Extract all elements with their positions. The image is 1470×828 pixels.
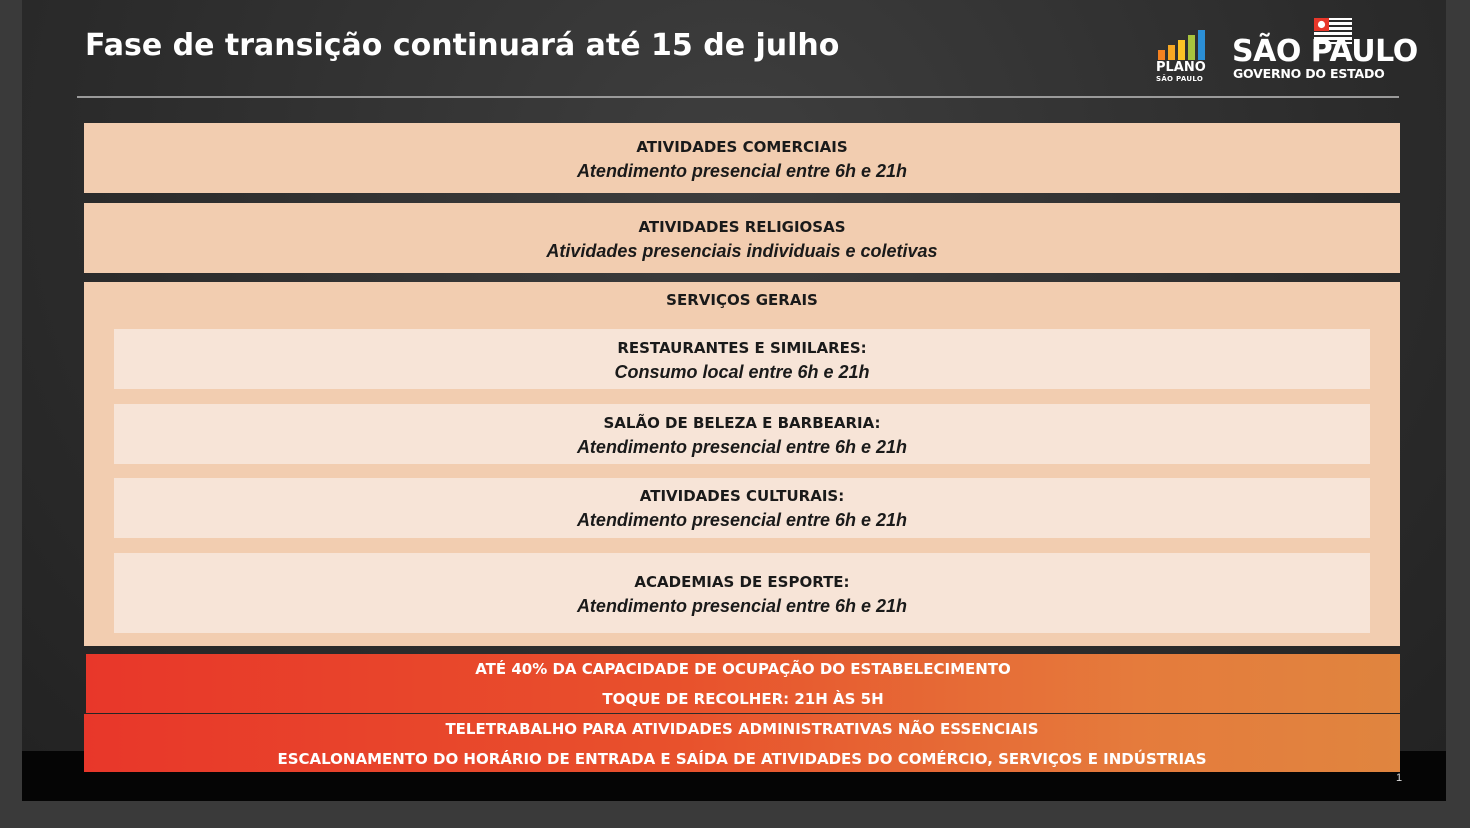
alert-telework-staggering: [84, 714, 1400, 772]
item-detail: Atendimento presencial entre 6h e 21h: [576, 437, 908, 457]
governo-logo-subtitle: GOVERNO DO ESTADO: [1233, 66, 1385, 81]
alert-capacity-curfew: [86, 654, 1400, 713]
item-heading: SALÃO DE BELEZA E BARBEARIA:: [603, 414, 881, 432]
item-detail: Consumo local entre 6h e 21h: [614, 362, 870, 382]
item-heading: ATIVIDADES CULTURAIS:: [639, 487, 845, 505]
bar-chart-icon: [1156, 28, 1212, 62]
section-heading: ATIVIDADES RELIGIOSAS: [638, 218, 846, 236]
plano-logo-name: PLANO: [1156, 60, 1206, 75]
section-detail: Atendimento presencial entre 6h e 21h: [576, 161, 908, 181]
alert-staggering: ESCALONAMENTO DO HORÁRIO DE ENTRADA E SAÍDA DE ATIVIDADES DO COMÉRCIO, SERVIÇOS E INDÚSTRIAS: [277, 750, 1207, 768]
item-detail: Atendimento presencial entre 6h e 21h: [576, 510, 908, 530]
alert-capacity: ATÉ 40% DA CAPACIDADE DE OCUPAÇÃO DO ESTABELECIMENTO: [475, 660, 1011, 678]
title-divider: [77, 96, 1399, 98]
section-atividades-religiosas: [84, 203, 1400, 273]
list-item-restaurantes: [114, 329, 1370, 389]
item-heading: ACADEMIAS DE ESPORTE:: [634, 573, 850, 591]
page-number: 1: [1396, 772, 1403, 784]
section-atividades-comerciais: [84, 123, 1400, 193]
plano-sao-paulo-logo: [1156, 28, 1214, 84]
item-detail: Atendimento presencial entre 6h e 21h: [576, 596, 908, 616]
slide-title: Fase de transição continuará até 15 de julho: [85, 28, 840, 63]
alert-telework: TELETRABALHO PARA ATIVIDADES ADMINISTRATIVAS NÃO ESSENCIAIS: [445, 720, 1039, 738]
governo-logo-name: SÃO PAULO: [1232, 34, 1418, 69]
section-heading: ATIVIDADES COMERCIAIS: [636, 138, 848, 156]
section-detail: Atividades presenciais individuais e coletivas: [546, 241, 938, 261]
governo-sao-paulo-logo: [1232, 18, 1418, 84]
plano-logo-subtitle: SÃO PAULO: [1156, 75, 1204, 83]
slide: [22, 0, 1446, 801]
section-heading: SERVIÇOS GERAIS: [666, 291, 818, 309]
list-item-atividades-culturais: [114, 478, 1370, 538]
section-servicos-gerais: [84, 282, 1400, 646]
item-heading: RESTAURANTES E SIMILARES:: [617, 339, 867, 357]
list-item-academias: [114, 553, 1370, 633]
alert-curfew: TOQUE DE RECOLHER: 21H ÀS 5H: [602, 690, 884, 708]
list-item-salao-beleza: [114, 404, 1370, 464]
